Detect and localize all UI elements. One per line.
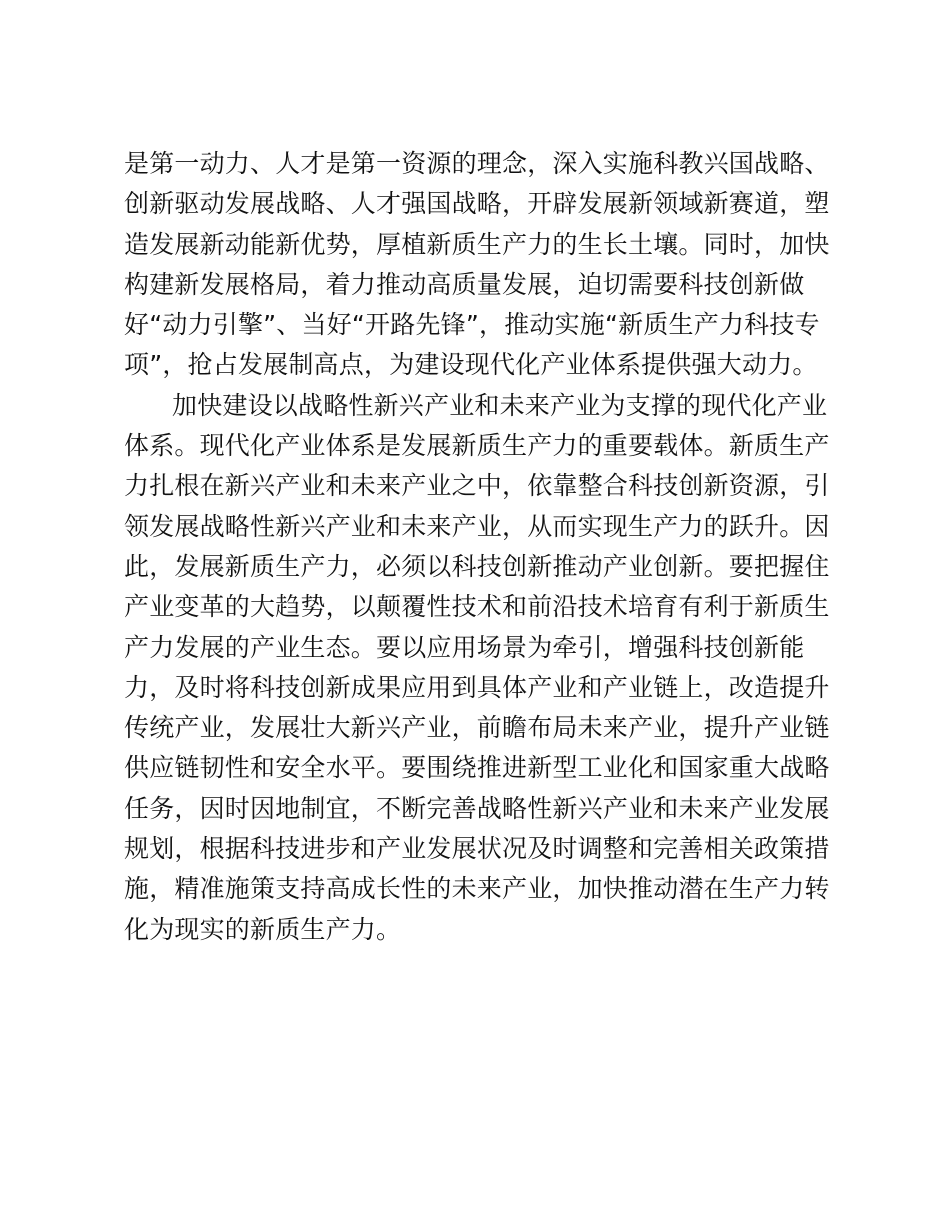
paragraph-1-line-5: 好“动力引擎”、当好“开路先锋”，推动实施“新质生产力科技专 (124, 310, 820, 340)
paragraph-2-line-1: 加快建设以战略性新兴产业和未来产业为支撑的现代化产业 (172, 390, 828, 420)
paragraph-2-line-5: 此，发展新质生产力，必须以科技创新推动产业创新。要把握住 (124, 551, 830, 581)
paragraph-2-line-12: 规划，根据科技进步和产业发展状况及时调整和完善相关政策措 (124, 834, 830, 864)
paragraph-1-line-6: 项”，抢占发展制高点，为建设现代化产业体系提供强大动力。 (124, 350, 818, 380)
paragraph-1-line-1: 是第一动力、人才是第一资源的理念，深入实施科教兴国战略、 (124, 149, 830, 178)
paragraph-2-line-6: 产业变革的大趋势，以颠覆性技术和前沿技术培育有利于新质生 (124, 592, 830, 622)
paragraph-2-line-11: 任务，因时因地制宜，不断完善战略性新兴产业和未来产业发展 (124, 793, 830, 823)
paragraph-2-line-8: 力，及时将科技创新成果应用到具体产业和产业链上，改造提升 (124, 672, 830, 702)
paragraph-2-line-14: 化为现实的新质生产力。 (124, 914, 402, 944)
paragraph-2-line-13: 施，精准施策支持高成长性的未来产业，加快推动潜在生产力转 (124, 874, 830, 904)
paragraph-2-line-9: 传统产业，发展壮大新兴产业，前瞻布局未来产业，提升产业链 (124, 713, 830, 743)
paragraph-1-line-3: 造发展新动能新优势，厚植新质生产力的生长土壤。同时，加快 (124, 229, 830, 259)
paragraph-2-line-3: 力扎根在新兴产业和未来产业之中，依靠整合科技创新资源，引 (124, 471, 830, 501)
paragraph-1-line-4: 构建新发展格局，着力推动高质量发展，迫切需要科技创新做 (124, 269, 805, 299)
paragraph-2-line-7: 产力发展的产业生态。要以应用场景为牵引，增强科技创新能 (124, 632, 805, 662)
paragraph-1-line-2: 创新驱动发展战略、人才强国战略，开辟发展新领域新赛道，塑 (124, 189, 830, 219)
paragraph-2-line-10: 供应链韧性和安全水平。要围绕推进新型工业化和国家重大战略 (124, 753, 830, 783)
paragraph-2-line-4: 领发展战略性新兴产业和未来产业，从而实现生产力的跃升。因 (124, 511, 830, 541)
document-body (124, 144, 830, 950)
paragraph-2-line-2: 体系。现代化产业体系是发展新质生产力的重要载体。新质生产 (124, 431, 830, 461)
